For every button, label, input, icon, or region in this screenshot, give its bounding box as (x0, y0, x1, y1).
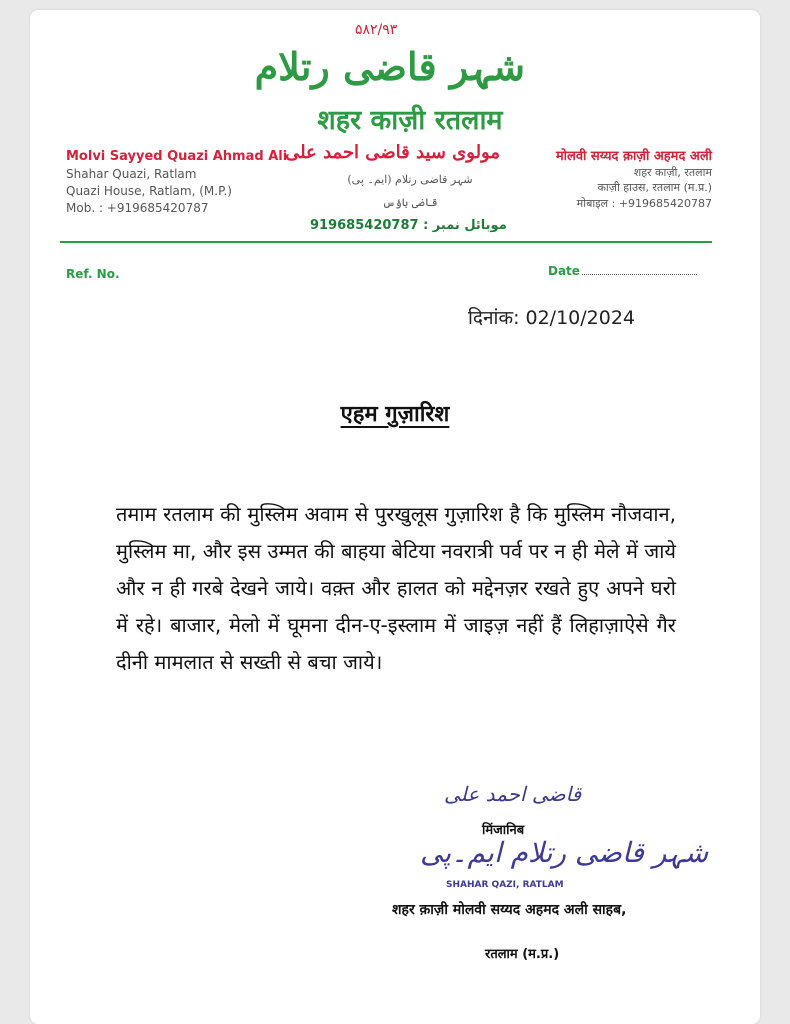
urdu-line-1: شہر قاضی رتلام (ایم۔ پی) (347, 173, 473, 186)
urdu-title: شہر قاضی رتلام (254, 44, 525, 89)
hindi-line-2: काज़ी हाउस, रतलाम (म.प्र.) (597, 181, 712, 194)
date-field (548, 264, 697, 278)
letter-body: तमाम रतलाम की मुस्लिम अवाम से पुरखुलूस गुज़ारिश है कि मुस्लिम नौजवान, मुस्लिम मा, और इस उम्मत की बाहया बेटिया नवरात्री पर्व पर न ही मेले में जाये और न ही गरबे देखने जाये। वक़्त और हालत को मद्देनज़र रखते हुए अपने घरो में रहे। बाजार, मेलो में घूमना दीन-ए-इस्लाम में जाइज़ नहीं हैं लिहाज़ाऐसे गैर दीनी मामलात से सख्ती से बचा जाये। (116, 502, 676, 674)
handwritten-signature: قاضی احمد علی (444, 782, 582, 806)
urdu-line-2: قاضی ہاؤس (382, 196, 438, 209)
seal-english: SHAHAR QAZI, RATLAM (446, 880, 564, 890)
urdu-name: مولوی سید قاضی احمد علی (285, 142, 500, 163)
english-line-1: Shahar Quazi, Ratlam (66, 167, 197, 181)
english-name: Molvi Sayyed Quazi Ahmad Ali (66, 149, 288, 164)
letter-date: दिनांक: 02/10/2024 (468, 307, 636, 329)
ref-no-label: Ref. No. (66, 267, 120, 281)
signatory-name: शहर क़ाज़ी मोलवी सय्यद अहमद अली साहब, (392, 902, 627, 918)
minjanib-label: मिंजानिब (482, 823, 525, 838)
date-blank-line (582, 274, 697, 275)
english-line-2: Quazi House, Ratlam, (M.P.) (66, 184, 232, 198)
header-divider (60, 241, 712, 243)
seal-stamp: شہر قاضی رتلام ایم۔پی (420, 836, 709, 869)
english-mobile: Mob. : +919685420787 (66, 201, 209, 215)
hindi-mobile: मोबाइल : +919685420787 (576, 197, 712, 210)
letter-subject: एहम गुज़ारिश (340, 402, 450, 427)
letter-page (30, 10, 760, 1024)
signatory-place: रतलाम (म.प्र.) (485, 947, 560, 962)
serial-number: ۵۸۲/۹۳ (355, 22, 398, 38)
hindi-line-1: शहर काज़ी, रतलाम (633, 166, 712, 179)
urdu-mobile: 919685420787 : موبائل نمبر (310, 218, 507, 233)
date-label: Date (548, 264, 580, 278)
hindi-name: मोलवी सय्यद क़ाज़ी अहमद अली (555, 149, 712, 164)
hindi-title: शहर काज़ी रतलाम (317, 105, 503, 136)
